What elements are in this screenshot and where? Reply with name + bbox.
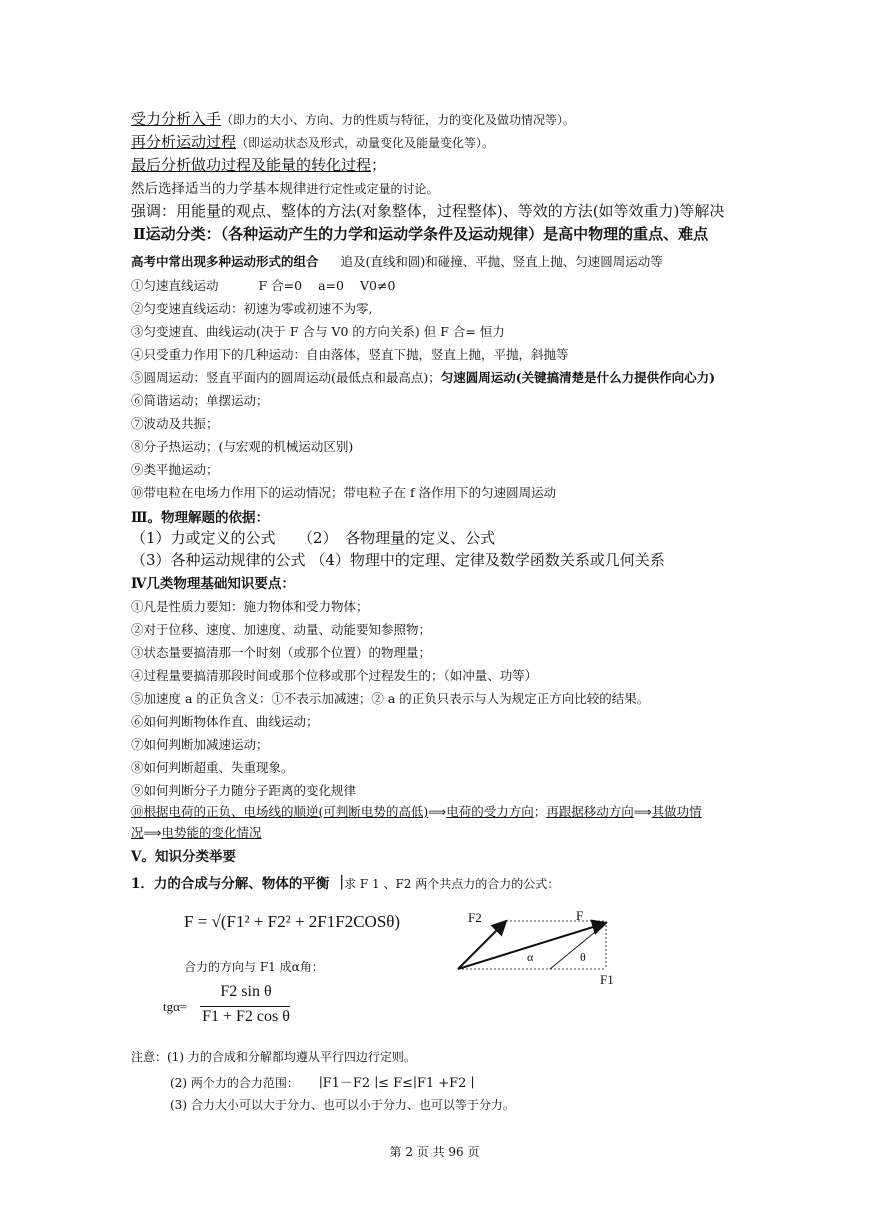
heading-work-analysis: 最后分析做功过程及能量的转化过程: [131, 156, 372, 174]
line-3: ③匀变速直、曲线运动(决于 F 合与 V0 的方向关系) 但 F 合= 恒力: [131, 324, 505, 339]
line-6: ⑥简谐运动；单摆运动；: [131, 393, 269, 408]
text-situation: 况: [131, 825, 144, 840]
text-force-direction: 电荷的受力方向: [446, 804, 534, 819]
line-motion-analysis: [131, 131, 494, 152]
text-v0-nonzero: V0≠0: [359, 278, 396, 293]
text-charge-field: ⑩根据电荷的正负、电场线的顺逆(可判断电势的高低): [131, 804, 429, 819]
text-range-formula: ∣F1－F2 ∣≤ F≤∣F1 +F2 ∣: [318, 1076, 475, 1091]
line-10: ⑩带电粒在电场力作用下的运动情况；带电粒子在 f 洛作用下的匀速圆周运动: [131, 485, 557, 500]
label-f: F: [576, 908, 584, 923]
implies-arrow: ⟹: [428, 804, 447, 819]
point-10: [131, 802, 702, 820]
point-1: ①凡是性质力要知：施力物体和受力物体；: [131, 599, 369, 614]
punct: ；: [533, 804, 547, 819]
heading-force-composition: 1．力的合成与分解、物体的平衡: [131, 876, 330, 892]
note-force-analysis: （即力的大小、方向、力的性质与特征，力的变化及做功情况等）。: [221, 113, 576, 127]
heading-motion-analysis: 再分析运动过程: [131, 133, 237, 151]
text-potential-energy: 电势能的变化情况: [161, 825, 262, 840]
formula-tg-prefix: tgα=: [163, 999, 188, 1014]
text-range-label: (2) 两个力的合力范围：: [170, 1076, 299, 1090]
diagonal-line: [550, 923, 606, 969]
text-resultant-formula-intro: 求 F 1 、F2 两个共点力的合力的公式：: [344, 877, 560, 891]
label-theta: θ: [580, 950, 586, 964]
text-a-zero: a=0: [318, 278, 344, 293]
line-2: ②匀变速直线运动：初速为零或初速不为零,: [131, 301, 373, 316]
label-f2: F2: [468, 910, 482, 925]
text-move-direction: 再跟据移动方向: [546, 804, 634, 819]
line-5: [131, 368, 715, 386]
heading-force-analysis: 受力分析入手: [131, 110, 222, 128]
line-uniform-linear: [131, 276, 395, 294]
text-uniform-linear: ①匀速直线运动: [131, 278, 219, 293]
text-circular-vertical: ⑤圆周运动：竖直平面内的圆周运动(最低点和最高点)；: [131, 370, 441, 385]
line-4: ④只受重力作用下的几种运动：自由落体，竖直下抛，竖直上抛，平抛，斜抛等: [131, 347, 569, 362]
formula-tg-numerator: F2 sin θ: [220, 983, 272, 1000]
section-heading-key-points: Ⅳ几类物理基础知识要点：: [131, 576, 295, 592]
point-7: ⑦如何判断加减速运动；: [131, 737, 269, 752]
note-motion-analysis: （即运动状态及形式，动量变化及能量变化等）。: [236, 136, 495, 150]
section-heading-knowledge: V。知识分类举要: [131, 849, 236, 865]
implies-arrow: ⟹: [633, 804, 652, 819]
punct: ；: [371, 156, 387, 174]
point-6: ⑥如何判断物体作直、曲线运动；: [131, 714, 319, 729]
text-qualitative: 进行定性或定量的讨论。: [306, 182, 439, 196]
page-footer: 第 2 页 共 96 页: [389, 1145, 480, 1159]
line-force-analysis: [131, 108, 575, 129]
note-2: [170, 1072, 474, 1091]
text-direction: 合力的方向与 F1 成α角：: [184, 960, 324, 974]
label-f1: F1: [600, 972, 614, 987]
text-f-zero: F 合=0: [258, 278, 303, 293]
section-heading-motion-types: Ⅱ运动分类：（各种运动产生的力学和运动学条件及运动规律）是高中物理的重点、难点: [133, 225, 709, 243]
line-emphasis: 强调：用能量的观点、整体的方法(对象整体，过程整体)、等效的方法(如等效重力)等解决: [131, 202, 725, 220]
line-exam-combination: [131, 252, 663, 270]
line-force-composition: 1．力的合成与分解、物体的平衡 ∣求 F 1 、F2 两个共点力的合力的公式：: [131, 873, 560, 892]
section-heading-basis: Ⅲ。物理解题的依据：: [131, 510, 269, 526]
fraction-bar: [200, 1006, 290, 1007]
formula-resultant: F = √(F1² + F2² + 2F1F2COSθ): [184, 912, 401, 931]
note-1: 注意：(1) 力的合成和分解都均遵从平行四边行定则。: [131, 1050, 416, 1064]
implies-arrow: ⟹: [143, 825, 162, 840]
line-7: ⑦波动及共振；: [131, 416, 219, 431]
line-basis-1: （1）力或定义的公式 （2） 各物理量的定义、公式: [131, 529, 496, 547]
line-basis-2: （3）各种运动规律的公式 （4）物理中的定理、定律及数学函数关系或几何关系: [131, 551, 665, 569]
point-4: ④过程量要搞清那段时间或那个位移或那个过程发生的；（如冲量、功等）: [131, 668, 538, 683]
text-exam-combination: 高考中常出现多种运动形式的组合: [131, 254, 319, 269]
text-select-laws: 然后选择适当的力学基本规律: [131, 181, 307, 197]
point-3: ③状态量要搞清那一个时刻（或那个位置）的物理量；: [131, 645, 432, 660]
formula-tg-denominator: F1 + F2 cos θ: [202, 1008, 290, 1025]
point-5: ⑤加速度 a 的正负含义：①不表示加减速；② a 的正负只表示与人为规定正方向比较的结果。: [131, 691, 650, 706]
note-3: (3) 合力大小可以大于分力、也可以小于分力、也可以等于分力。: [170, 1098, 515, 1112]
line-work-analysis: [131, 154, 386, 175]
text-chase-collision: 追及(直线和圆)和碰撞、平抛、竖直上抛、匀速圆周运动等: [340, 254, 663, 269]
point-10-cont: [131, 823, 261, 841]
line-8: ⑧分子热运动；(与宏观的机械运动区别): [131, 439, 354, 454]
point-9: ⑨如何判断分子力随分子距离的变化规律: [131, 783, 357, 798]
label-alpha: α: [527, 950, 534, 964]
text-uniform-circular: 匀速圆周运动(关键搞清楚是什么力提供作向心力): [440, 370, 716, 385]
line-9: ⑨类平抛运动；: [131, 462, 219, 477]
line-select-laws: [131, 177, 439, 197]
point-2: ②对于位移、速度、加速度、动量、动能要知参照物；: [131, 622, 432, 637]
point-8: ⑧如何判断超重、失重现象。: [131, 760, 294, 775]
text-work: 其做功情: [651, 804, 702, 819]
